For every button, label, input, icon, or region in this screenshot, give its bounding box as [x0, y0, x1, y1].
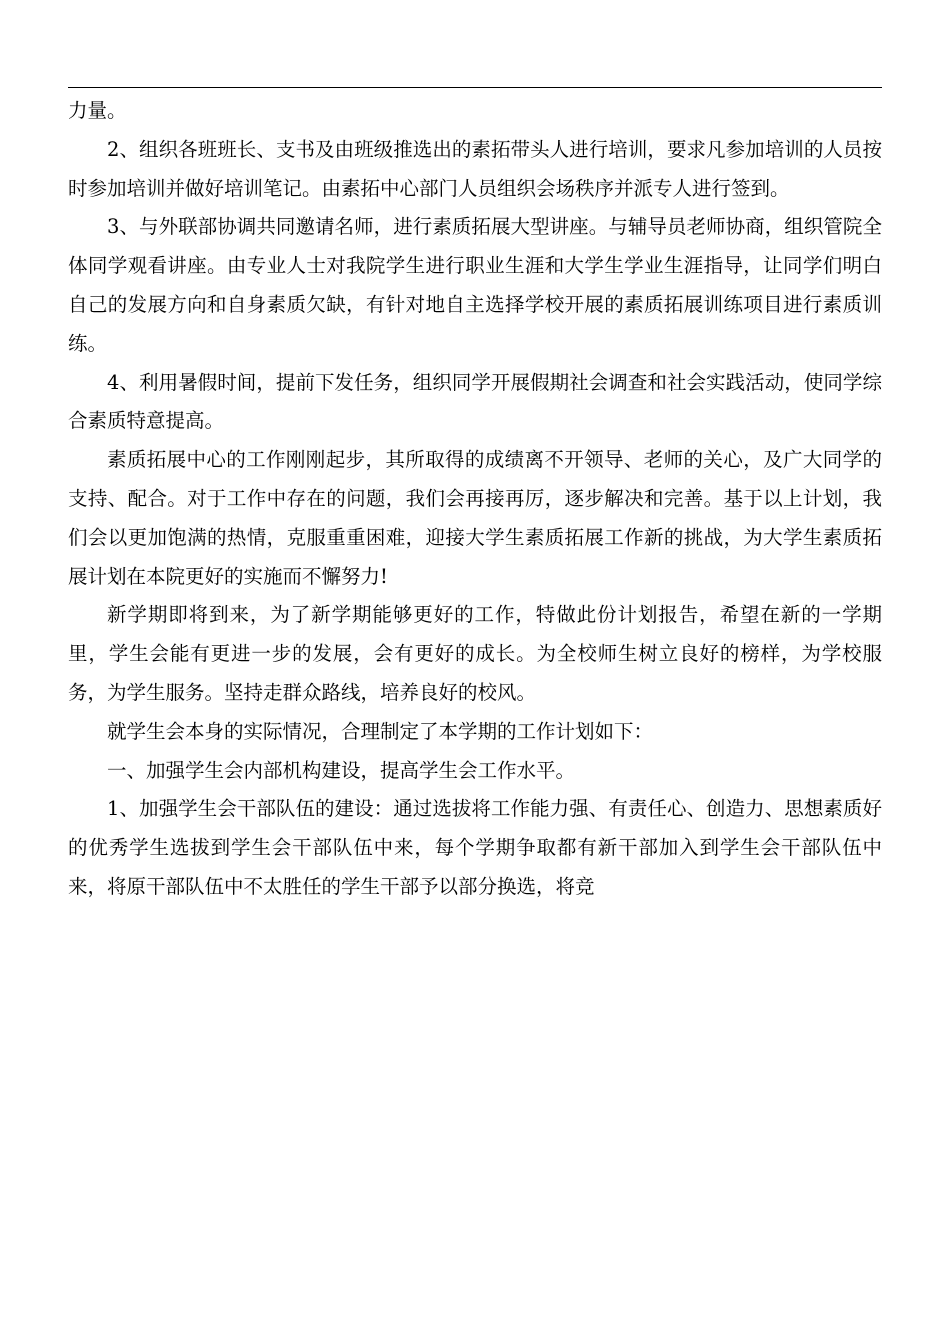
paragraph-new-semester: 新学期即将到来，为了新学期能够更好的工作，特做此份计划报告，希望在新的一学期里，学生会能有更进一步的发展，会有更好的成长。为全校师生树立良好的榜样，为学校服务，为学生服务。坚持走群众路线，培养良好的校风。: [68, 603, 882, 704]
paragraph-cadre-building: 1、加强学生会干部队伍的建设：通过选拔将工作能力强、有责任心、创造力、思想素质好的优秀学生选拔到学生会干部队伍中来，每个学期争取都有新干部加入到学生会干部队伍中来，将原干部队伍中不太胜任的学生干部予以部分换选，将竞: [68, 797, 882, 898]
paragraph-plan-intro: 就学生会本身的实际情况，合理制定了本学期的工作计划如下：: [107, 719, 654, 743]
paragraph-summary: 素质拓展中心的工作刚刚起步，其所取得的成绩离不开领导、老师的关心，及广大同学的支持、配合。对于工作中存在的问题，我们会再接再厉，逐步解决和完善。基于以上计划，我们会以更加饱满的热情，克服重重困难，迎接大学生素质拓展工作新的挑战，为大学生素质拓展计划在本院更好的实施而不懈努力!: [68, 448, 882, 588]
paragraph-section-heading: 一、加强学生会内部机构建设，提高学生会工作水平。: [107, 758, 576, 782]
paragraph-item-2: 2、组织各班班长、支书及由班级推选出的素拓带头人进行培训，要求凡参加培训的人员按时参加培训并做好培训笔记。由素拓中心部门人员组织会场秩序并派专人进行签到。: [68, 137, 882, 200]
document-body: [68, 92, 882, 907]
paragraph-item-4: 4、利用暑假时间，提前下发任务，组织同学开展假期社会调查和社会实践活动，使同学综合素质特意提高。: [68, 370, 882, 433]
paragraph-item-3: 3、与外联部协调共同邀请名师，进行素质拓展大型讲座。与辅导员老师协商，组织管院全体同学观看讲座。由专业人士对我院学生进行职业生涯和大学生学业生涯指导，让同学们明白自己的发展方向和自身素质欠缺，有针对地自主选择学校开展的素质拓展训练项目进行素质训练。: [68, 215, 882, 355]
header-rule: [68, 87, 882, 88]
paragraph-continuation: 力量。: [68, 99, 127, 122]
